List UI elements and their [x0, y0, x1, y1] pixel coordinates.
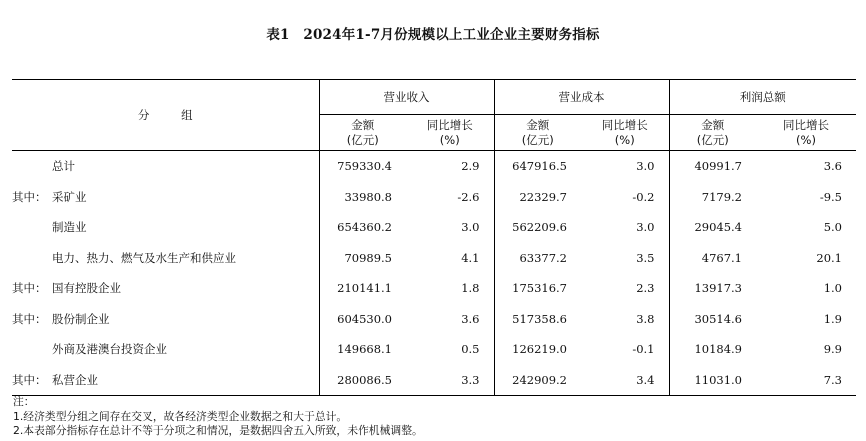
cost-growth-cell: -0.1 — [632, 342, 655, 357]
table-row — [12, 304, 856, 335]
profit-growth-cell: 20.1 — [816, 250, 842, 265]
profit-group-header: 利润总额 — [669, 80, 856, 115]
profit-amount-cell: 4767.1 — [669, 243, 756, 274]
revenue-amount-cell: 210141.1 — [319, 273, 406, 304]
cost-amount-cell: 242909.2 — [494, 365, 581, 396]
profit-growth-cell: 5.0 — [823, 220, 842, 235]
row-label: 其中： 股份制企业 — [12, 311, 110, 326]
cost-amount-cell: 126219.0 — [494, 334, 581, 365]
cost-amount-header: 金额 (亿元) — [494, 115, 581, 151]
table-row — [12, 273, 856, 304]
row-label: 总计 — [52, 159, 75, 174]
profit-amount-cell: 11031.0 — [669, 365, 756, 396]
cost-amount-cell: 562209.6 — [494, 212, 581, 243]
profit-amount-header: 金额 (亿元) — [669, 115, 756, 151]
table-row — [12, 365, 856, 396]
cost-growth-cell: -0.2 — [632, 189, 655, 204]
table-row — [12, 243, 856, 274]
cost-amount-cell: 22329.7 — [494, 182, 581, 213]
revenue-amount-cell: 654360.2 — [319, 212, 406, 243]
row-label: 制造业 — [52, 220, 87, 235]
cost-amount-cell: 63377.2 — [494, 243, 581, 274]
table-row — [12, 334, 856, 365]
profit-amount-cell: 10184.9 — [669, 334, 756, 365]
row-label: 其中： 私营企业 — [12, 365, 319, 396]
table-title: 表1 2024年1-7月份规模以上工业企业主要财务指标 — [266, 27, 600, 43]
revenue-growth-cell: 3.3 — [406, 365, 494, 396]
profit-amount-cell: 7179.2 — [669, 182, 756, 213]
row-label: 其中： 国有控股企业 — [12, 281, 121, 296]
row-label: 外商及港澳台投资企业 — [52, 342, 167, 357]
profit-amount-cell: 40991.7 — [669, 151, 756, 182]
revenue-amount-header: 金额 (亿元) — [319, 115, 406, 151]
profit-growth-cell: -9.5 — [819, 189, 842, 204]
table-row — [12, 212, 856, 243]
cost-growth-cell: 3.4 — [581, 365, 669, 396]
profit-growth-cell: 7.3 — [756, 365, 856, 396]
profit-growth-cell: 3.6 — [823, 159, 842, 174]
cost-amount-cell: 517358.6 — [494, 304, 581, 335]
profit-growth-header: 同比增长 (%) — [756, 115, 856, 151]
note-line: 2.本表部分指标存在总计不等于分项之和情况，是数据四舍五入所致，未作机械调整。 — [13, 424, 423, 437]
notes-heading: 注： — [13, 395, 35, 408]
revenue-group-header: 营业收入 — [319, 80, 494, 115]
table-row — [12, 151, 856, 182]
revenue-growth-cell: 3.6 — [461, 311, 480, 326]
profit-amount-cell: 30514.6 — [669, 304, 756, 335]
profit-amount-cell: 13917.3 — [669, 273, 756, 304]
cost-growth-cell: 3.0 — [636, 159, 655, 174]
revenue-amount-cell: 149668.1 — [319, 334, 406, 365]
revenue-growth-cell: 4.1 — [461, 250, 480, 265]
cost-amount-cell: 175316.7 — [494, 273, 581, 304]
cost-growth-header: 同比增长 (%) — [581, 115, 669, 151]
table-row — [12, 182, 856, 213]
row-label: 其中： 采矿业 — [12, 189, 87, 204]
revenue-amount-cell: 33980.8 — [319, 182, 406, 213]
cost-group-header: 营业成本 — [494, 80, 669, 115]
revenue-growth-cell: 1.8 — [461, 281, 480, 296]
revenue-growth-cell: 3.0 — [461, 220, 480, 235]
profit-growth-cell: 1.9 — [823, 311, 842, 326]
revenue-amount-cell: 604530.0 — [319, 304, 406, 335]
revenue-growth-header: 同比增长 (%) — [406, 115, 494, 151]
profit-growth-cell: 9.9 — [823, 342, 842, 357]
financial-indicators-table — [12, 79, 856, 396]
cost-growth-cell: 3.8 — [636, 311, 655, 326]
cost-growth-cell: 3.0 — [636, 220, 655, 235]
profit-amount-cell: 29045.4 — [669, 212, 756, 243]
revenue-amount-cell: 280086.5 — [319, 365, 406, 396]
note-line: 1.经济类型分组之间存在交叉，故各经济类型企业数据之和大于总计。 — [13, 409, 348, 423]
table-notes — [13, 395, 423, 439]
cost-growth-cell: 2.3 — [636, 281, 655, 296]
profit-growth-cell: 1.0 — [823, 281, 842, 296]
revenue-growth-cell: 2.9 — [461, 159, 480, 174]
row-label: 电力、热力、燃气及水生产和供应业 — [52, 250, 236, 265]
cost-amount-cell: 647916.5 — [494, 151, 581, 182]
revenue-amount-cell: 70989.5 — [319, 243, 406, 274]
revenue-growth-cell: 0.5 — [461, 342, 480, 357]
revenue-amount-cell: 759330.4 — [319, 151, 406, 182]
group-column-header: 分 组 — [12, 80, 319, 151]
cost-growth-cell: 3.5 — [636, 250, 655, 265]
revenue-growth-cell: -2.6 — [457, 189, 480, 204]
